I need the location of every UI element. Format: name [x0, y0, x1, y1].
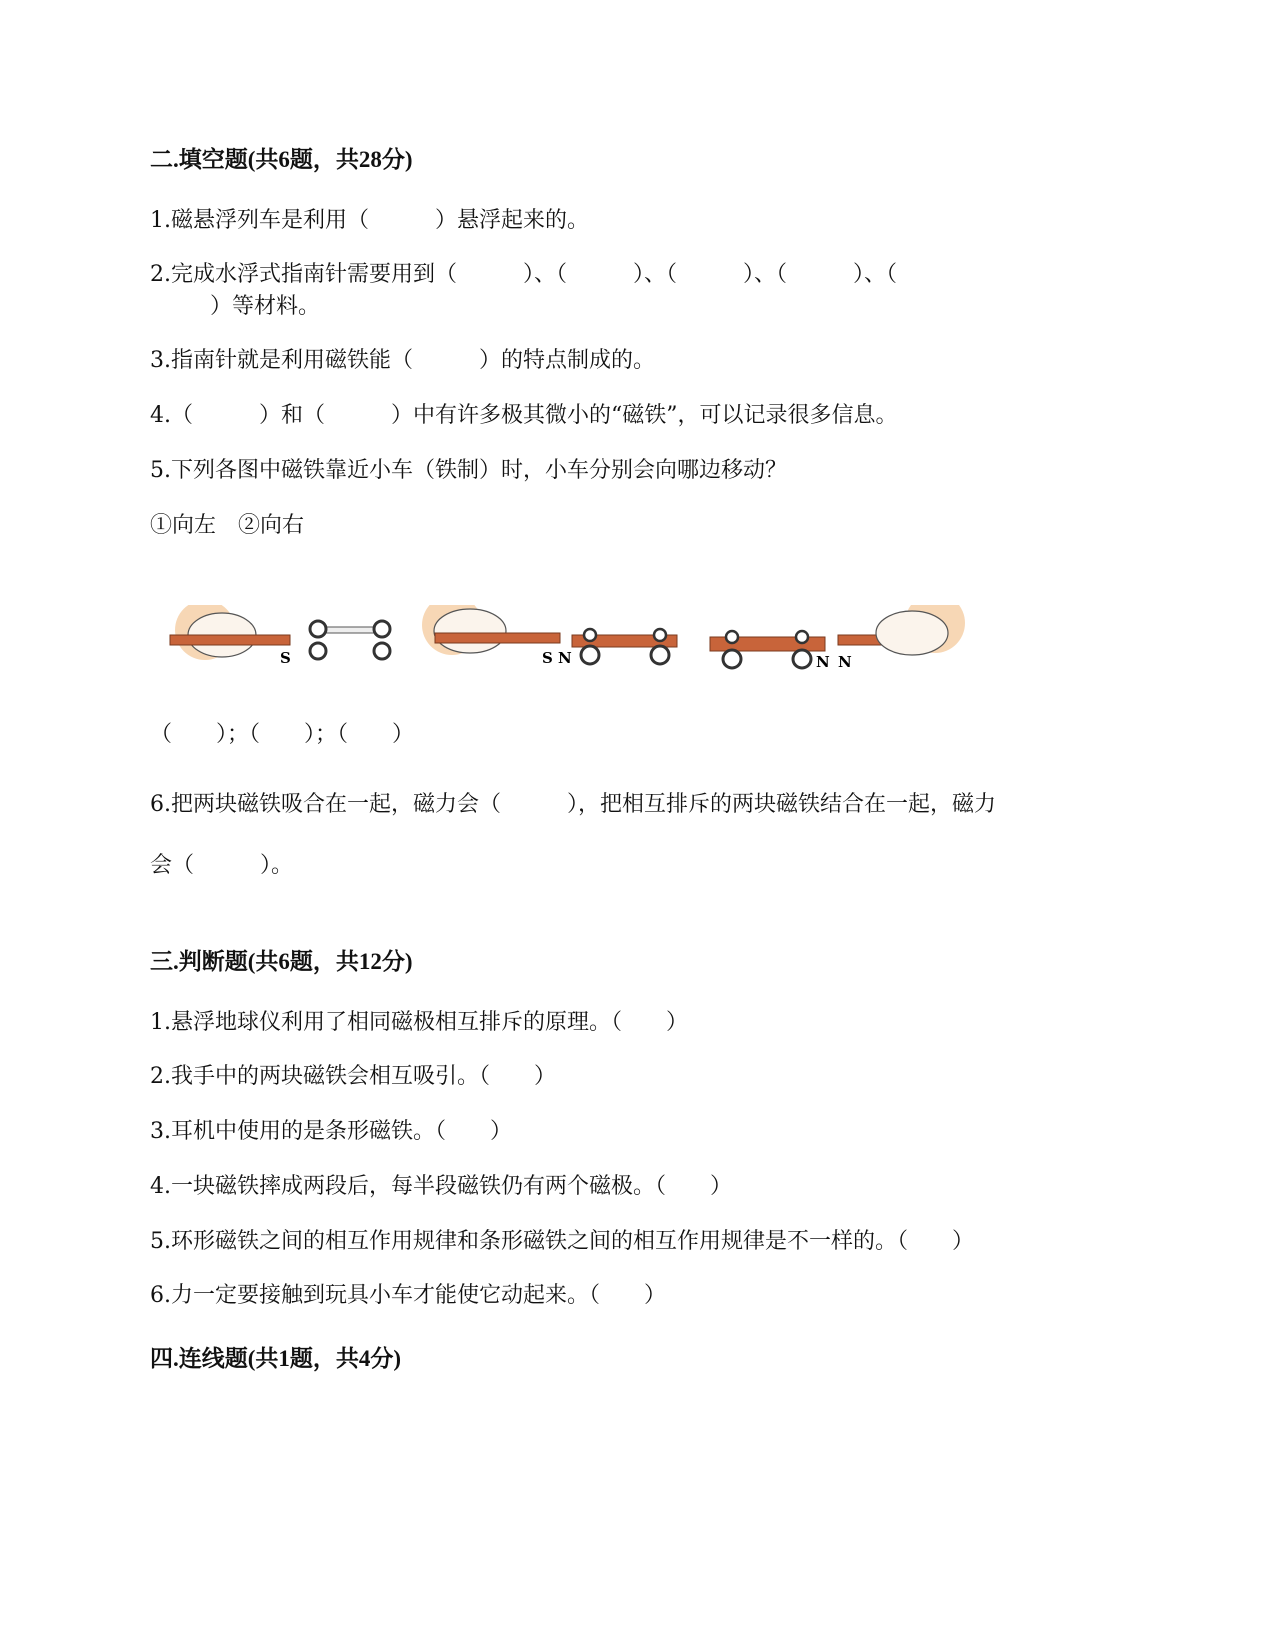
- panel-2: [422, 605, 677, 667]
- pole-label: S: [542, 649, 553, 667]
- wheel-icon: [651, 646, 669, 664]
- wheel-icon: [793, 650, 811, 668]
- judge-item-4: 4.一块磁铁摔成两段后，每半段磁铁仍有两个磁极。（ ）: [150, 1174, 732, 1199]
- magnet-bar: [170, 635, 290, 645]
- question-6-line-2: 会（ ）。: [150, 853, 294, 878]
- question-5-options: ①向左 ②向右: [150, 513, 305, 538]
- judge-item-1: 1.悬浮地球仪利用了相同磁极相互排斥的原理。（ ）: [150, 1010, 688, 1035]
- judge-item-5: 5.环形磁铁之间的相互作用规律和条形磁铁之间的相互作用规律是不一样的。（ ）: [150, 1229, 974, 1254]
- question-2-line-2: ）等材料。: [210, 294, 321, 319]
- section-match-heading: 四.连线题(共1题，共4分): [150, 1346, 402, 1371]
- hand-icon: [434, 609, 506, 653]
- wheel-icon: [374, 643, 390, 659]
- panel-1: [170, 605, 390, 667]
- question-4: 4.（ ）和（ ）中有许多极其微小的“磁铁”，可以记录很多信息。: [150, 403, 898, 428]
- question-5-answers: （ ）；（ ）；（ ）: [150, 722, 415, 747]
- magnet-bar: [435, 633, 560, 643]
- judge-item-2: 2.我手中的两块磁铁会相互吸引。（ ）: [150, 1064, 556, 1089]
- wheel-icon: [374, 621, 390, 637]
- judge-item-6: 6.力一定要接触到玩具小车才能使它动起来。（ ）: [150, 1283, 666, 1308]
- wheel-icon: [310, 643, 326, 659]
- section-judge-heading: 三.判断题(共6题，共12分): [150, 949, 413, 974]
- question-3: 3.指南针就是利用磁铁能（ ）的特点制成的。: [150, 348, 655, 373]
- wheel-icon: [310, 621, 326, 637]
- panel-3: [710, 605, 965, 671]
- pole-label: S: [280, 649, 291, 667]
- wheel-icon: [723, 650, 741, 668]
- judge-item-3: 3.耳机中使用的是条形磁铁。（ ）: [150, 1119, 512, 1144]
- hand-icon: [876, 611, 948, 655]
- pole-label: N: [558, 649, 572, 667]
- magnet-cart-figure: [160, 605, 1030, 715]
- pole-label: N: [838, 653, 852, 671]
- wheel-icon: [584, 629, 596, 641]
- pole-label: N: [816, 653, 830, 671]
- question-5: 5.下列各图中磁铁靠近小车（铁制）时，小车分别会向哪边移动？: [150, 458, 787, 483]
- wheel-icon: [796, 631, 808, 643]
- wheel-icon: [581, 646, 599, 664]
- wheel-icon: [654, 629, 666, 641]
- wheel-icon: [726, 631, 738, 643]
- question-2-line-1: 2.完成水浮式指南针需要用到（ ）、（ ）、（ ）、（ ）、（: [150, 262, 897, 287]
- question-6-line-1: 6.把两块磁铁吸合在一起，磁力会（ ），把相互排斥的两块磁铁结合在一起，磁力: [150, 792, 996, 817]
- section-fill-heading: 二.填空题(共6题，共28分): [150, 147, 413, 172]
- question-1: 1.磁悬浮列车是利用（ ）悬浮起来的。: [150, 208, 589, 233]
